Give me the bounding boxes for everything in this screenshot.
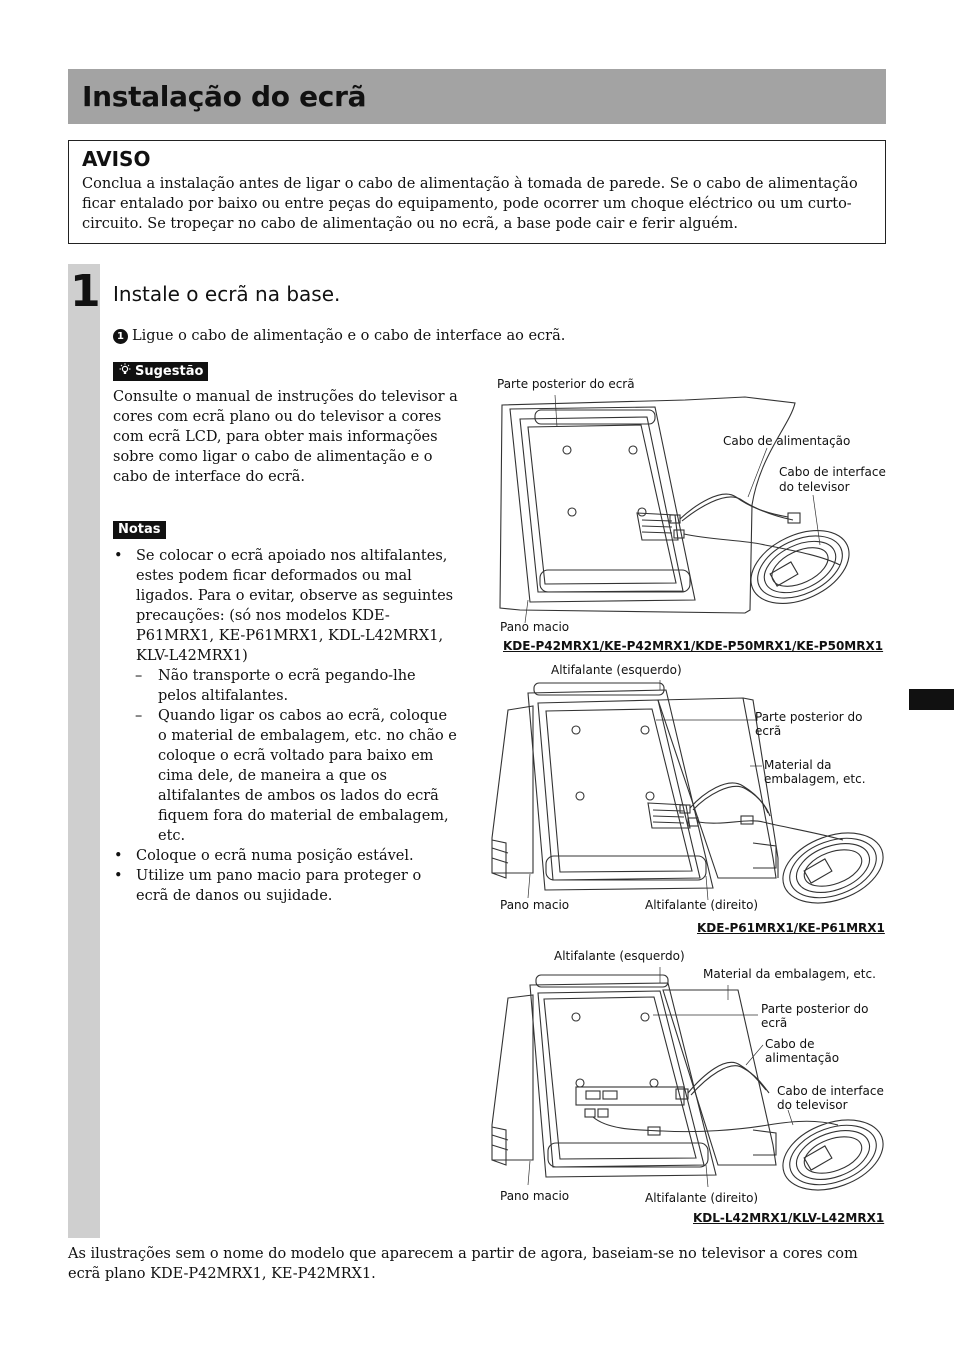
label-soft-cloth: Pano macio [500, 620, 570, 634]
notes-label: Notas [118, 522, 161, 537]
note-text: Coloque o ecrã numa posição estável. [136, 848, 414, 864]
step-title: Instale o ecrã na base. [113, 282, 341, 306]
tip-label: Sugestão [135, 364, 204, 379]
label-packaging-2: embalagem, etc. [764, 772, 866, 786]
label-rear-1: Parte posterior do [761, 1002, 869, 1016]
model-caption: KDE-P61MRX1/KE-P61MRX1 [697, 921, 885, 935]
notes-list [113, 546, 458, 906]
model-caption: KDL-L42MRX1/KLV-L42MRX1 [693, 1211, 885, 1225]
step-number: 1 [70, 266, 101, 317]
note-subtext: Não transporte o ecrã pegando-lhe pelos altifalantes. [158, 668, 416, 704]
label-packaging-1: Material da [764, 758, 832, 772]
illustration-display-rear-1 [490, 395, 870, 640]
label-interface-cable-2: do televisor [779, 480, 850, 494]
label-power-cable-2: alimentação [765, 1051, 840, 1065]
bullet-marker: • [114, 548, 123, 564]
note-item [113, 866, 458, 906]
notes-badge [113, 521, 166, 539]
label-speaker-left: Altifalante (esquerdo) [554, 949, 685, 963]
label-packaging: Material da embalagem, etc. [703, 967, 876, 981]
label-rear-2: ecrã [755, 724, 782, 738]
sub-step-text: Ligue o cabo de alimentação e o cabo de interface ao ecrã. [132, 328, 566, 344]
label-power-cable-1: Cabo de [765, 1037, 815, 1051]
label-rear-1: Parte posterior do [755, 710, 863, 724]
bullet-marker: • [114, 848, 123, 864]
page-title: Instalação do ecrã [82, 80, 367, 113]
label-speaker-right: Altifalante (direito) [645, 1191, 759, 1205]
sub-step [113, 328, 565, 344]
warning-box [68, 140, 886, 244]
label-interface-cable-1: Cabo de interface [777, 1084, 884, 1098]
note-text: Utilize um pano macio para proteger o ecrã de danos ou sujidade. [136, 868, 422, 904]
note-subtext: Quando ligar os cabos ao ecrã, coloque o material de embalagem, etc. no chão e coloque o ecrã voltado para baixo em cima dele, de maneira a que os altifalantes de ambos os lados do ecrã fiquem fora do material de embalagem, etc. [158, 708, 457, 844]
illustration-display-rear-3 [488, 965, 888, 1195]
tip-text: Consulte o manual de instruções do televisor a cores com ecrã plano ou do televisor a cores com ecrã LCD, para obter mais informações sobre como ligar o cabo de alimentação e o cabo de interface do ecrã. [113, 389, 458, 485]
tip-badge [113, 362, 208, 381]
note-subitem [113, 706, 458, 846]
label-speaker-left: Altifalante (esquerdo) [551, 663, 682, 677]
dash-marker: – [135, 668, 143, 684]
label-soft-cloth: Pano macio [500, 898, 570, 912]
label-rear: Parte posterior do ecrã [497, 377, 635, 391]
label-power-cable: Cabo de alimentação [723, 434, 851, 448]
note-item [113, 846, 458, 866]
sub-step-number: 1 [113, 329, 128, 344]
model-caption: KDE-P42MRX1/KE-P42MRX1/KDE-P50MRX1/KE-P50MRX1 [503, 639, 884, 653]
dash-marker: – [135, 708, 143, 724]
warning-title: AVISO [82, 147, 151, 171]
section-tab-marker [909, 689, 954, 710]
label-speaker-right: Altifalante (direito) [645, 898, 759, 912]
label-interface-cable-2: do televisor [777, 1098, 848, 1112]
note-item [113, 546, 458, 666]
label-rear-2: ecrã [761, 1016, 788, 1030]
warning-text: Conclua a instalação antes de ligar o cabo de alimentação à tomada de parede. Se o cabo de alimentação ficar entalado por baixo ou entre peças do equipamento, pode ocorrer um choque eléctrico ou um curto-circuito. Se tropeçar no cabo de alimentação ou no ecrã, a base pode cair e ferir alguém. [82, 176, 858, 232]
title-bar [68, 69, 886, 124]
footer-note: As ilustrações sem o nome do modelo que aparecem a partir de agora, baseiam-se no televisor a cores com ecrã plano KDE-P42MRX1, KE-P42MRX1. [68, 1246, 858, 1282]
note-subitem [113, 666, 458, 706]
lightbulb-icon [118, 363, 132, 376]
step-sidebar [68, 264, 100, 1238]
note-text: Se colocar o ecrã apoiado nos altifalantes, estes podem ficar deformados ou mal ligados. Para o evitar, observe as seguintes precauções: (só nos modelos KDE-P61MRX1, KE-P61MRX1, KDL-L42MRX1, KLV-L42MRX1) [136, 548, 454, 664]
label-soft-cloth: Pano macio [500, 1189, 570, 1203]
label-interface-cable-1: Cabo de interface [779, 465, 886, 479]
bullet-marker: • [114, 868, 123, 884]
